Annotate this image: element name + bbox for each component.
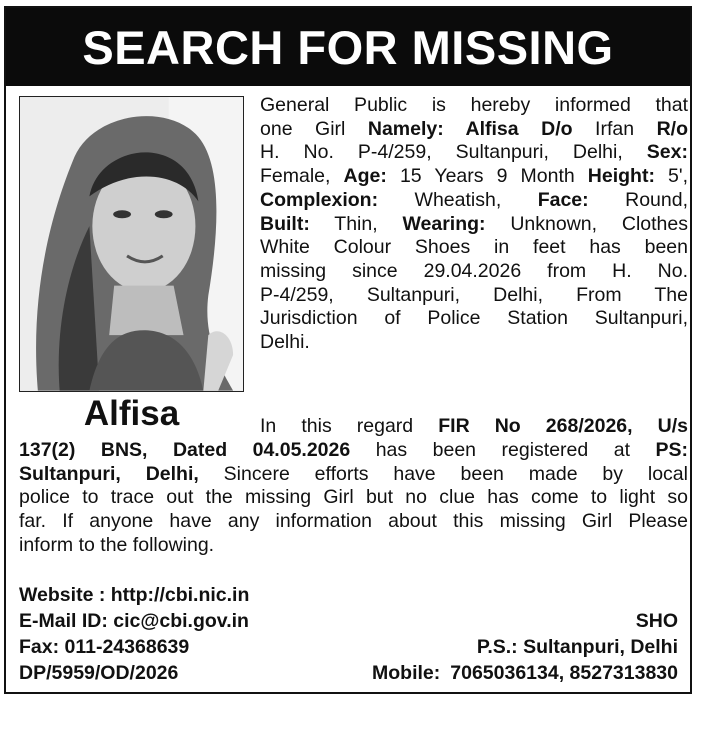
p2-text: In this regard (260, 415, 439, 437)
p1-text: Wheatish, (378, 188, 538, 211)
fax-number: Fax: 011-24368639 (19, 636, 190, 658)
p1-sex-label: Sex: (646, 141, 688, 164)
ps-label: PS: (655, 439, 688, 461)
mobile-numbers: 7065036134, 8527313830 (450, 662, 678, 684)
p1-text: 15 Years 9 Month (386, 165, 588, 188)
p1-height-label: Height: (587, 165, 655, 188)
notice-banner (6, 8, 690, 86)
p1-line: Delhi. (260, 331, 310, 354)
p1-complexion-label: Complexion: (260, 188, 379, 211)
notice-paragraph-1 (260, 94, 688, 355)
p1-text: Female, (260, 165, 344, 188)
contact-details (19, 582, 249, 686)
p1-line: Jurisdiction of Police Station Sultanpuri, (260, 307, 688, 330)
p2-line: far. If anyone have any information about this missing Girl Please (19, 510, 688, 533)
person-portrait-icon (20, 97, 243, 391)
notice-paragraph-2 (19, 439, 688, 558)
p1-text: Round, (588, 188, 688, 211)
notice-paragraph-2-start (260, 415, 688, 439)
p1-line: General Public is hereby informed that (260, 94, 688, 116)
website-link[interactable]: Website : http://cbi.nic.in (19, 584, 250, 606)
p1-text: Irfan (572, 117, 657, 140)
p1-line: P-4/259, Sultanpuri, Delhi, From The (260, 283, 688, 306)
p1-text: one Girl (260, 117, 368, 140)
p2-text: has been registered at (350, 439, 656, 461)
p1-text: Unknown, Clothes (485, 212, 688, 235)
mobile-label: Mobile: (372, 662, 441, 684)
p2-line: police to trace out the missing Girl but no clue has come to light so (19, 486, 688, 509)
p1-text: H. No. P-4/259, Sultanpuri, Delhi, (260, 141, 647, 164)
police-station: P.S.: Sultanpuri, Delhi (476, 636, 678, 658)
missing-person-name: Alfisa (83, 394, 180, 433)
reference-number: DP/5959/OD/2026 (19, 662, 179, 684)
mobile-line (372, 660, 678, 686)
p1-residence-label: R/o (656, 117, 688, 140)
p1-face-label: Face: (537, 188, 589, 211)
p1-built-label: Built: (260, 212, 310, 235)
fir-number: FIR No 268/2026, U/s (438, 415, 688, 437)
sho-details (372, 608, 678, 686)
p2-text: Sincere efforts have been made by local (198, 462, 688, 485)
p1-text: 5', (654, 165, 689, 188)
p1-wearing-label: Wearing: (402, 212, 486, 235)
p1-line: missing since 29.04.2026 from H. No. (260, 259, 688, 282)
p1-name-label: Namely: Alfisa D/o (367, 117, 573, 140)
email-link[interactable]: E-Mail ID: cic@cbi.gov.in (19, 610, 249, 632)
missing-person-photo (19, 96, 244, 392)
p1-age-label: Age: (343, 165, 387, 188)
missing-person-notice (4, 6, 692, 694)
p2-line: inform to the following. (19, 533, 215, 556)
p1-text: Thin, (309, 212, 403, 235)
p1-line: White Colour Shoes in feet has been (260, 236, 688, 259)
sho-title: SHO (635, 610, 678, 632)
ps-name: Sultanpuri, Delhi, (19, 462, 199, 485)
fir-section-date: 137(2) BNS, Dated 04.05.2026 (19, 439, 351, 461)
banner-title: SEARCH FOR MISSING (82, 20, 614, 74)
